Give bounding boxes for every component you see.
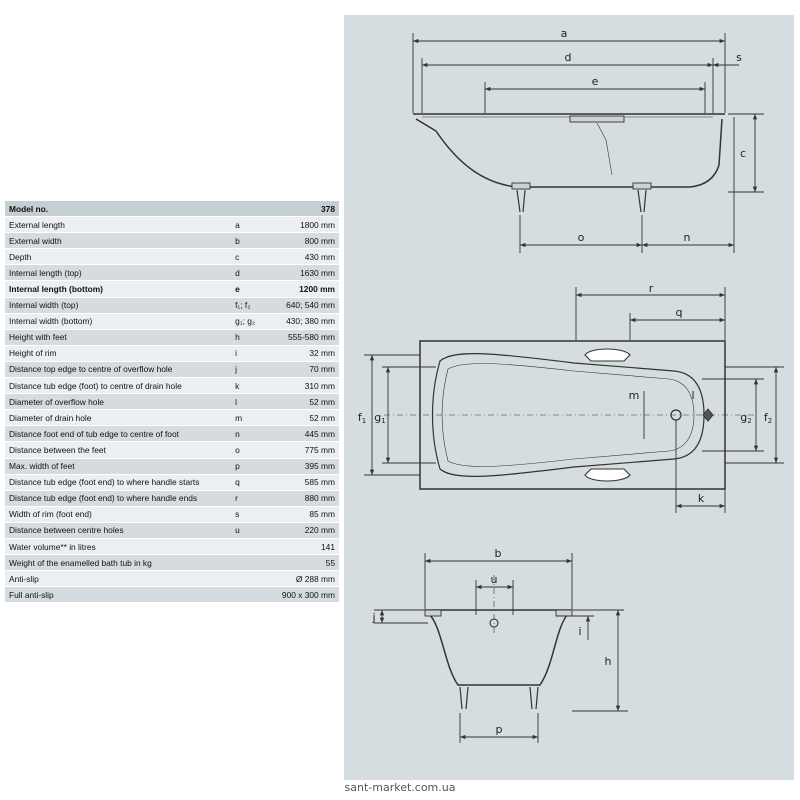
row-label: Internal width (top): [5, 297, 233, 313]
label-r: r: [648, 282, 654, 295]
label-a: a: [560, 27, 568, 40]
row-value: 430; 380 mm: [278, 313, 339, 329]
label-g1: g1: [374, 411, 386, 425]
row-label: Diameter of drain hole: [5, 410, 233, 426]
technical-drawings: [344, 15, 794, 780]
table-row: [5, 313, 339, 329]
row-value: 32 mm: [278, 345, 339, 361]
row-label: Distance tub edge (foot) to centre of drain hole: [5, 378, 233, 394]
row-label: Height of rim: [5, 345, 233, 361]
row-label: External width: [5, 233, 233, 249]
row-value: 1200 mm: [278, 281, 339, 297]
label-b: b: [494, 547, 502, 560]
row-label: Water volume** in litres: [5, 538, 233, 554]
row-value: 52 mm: [278, 394, 339, 410]
label-g2: g2: [740, 411, 752, 425]
row-value: 52 mm: [278, 410, 339, 426]
drawing-panel: [344, 15, 794, 780]
table-row: [5, 555, 339, 571]
row-symbol: s: [233, 506, 278, 522]
table-row: [5, 345, 339, 361]
table-row: [5, 394, 339, 410]
end-foot-left: [460, 687, 468, 709]
label-e: e: [591, 75, 599, 88]
table-row: [5, 506, 339, 522]
end-tub-outline: [425, 610, 572, 685]
row-label: Diameter of overflow hole: [5, 394, 233, 410]
table-row: [5, 538, 339, 554]
row-value: 880 mm: [278, 490, 339, 506]
label-s: s: [736, 51, 742, 64]
row-value: 585 mm: [278, 474, 339, 490]
row-value: 395 mm: [278, 458, 339, 474]
model-no-value: 378: [278, 201, 339, 217]
row-symbol: n: [233, 426, 278, 442]
row-symbol: r: [233, 490, 278, 506]
label-f1: f1: [357, 411, 367, 425]
table-row: [5, 458, 339, 474]
table-row: [5, 217, 339, 233]
model-no-label: Model no.: [5, 201, 278, 217]
row-symbol: c: [233, 249, 278, 265]
row-value: 800 mm: [278, 233, 339, 249]
row-symbol: i: [233, 345, 278, 361]
table-row: [5, 281, 339, 297]
side-foot-left: [517, 190, 525, 212]
table-row: [5, 474, 339, 490]
side-foot-right: [638, 190, 646, 212]
row-label: Distance between the feet: [5, 442, 233, 458]
label-q: q: [675, 306, 683, 319]
table-row: [5, 297, 339, 313]
row-symbol: d: [233, 265, 278, 281]
row-label: Internal width (bottom): [5, 313, 233, 329]
spec-table: [5, 201, 339, 603]
row-value: 640; 540 mm: [278, 297, 339, 313]
row-symbol: u: [233, 522, 278, 538]
row-label: Full anti-slip: [5, 587, 233, 603]
row-symbol: [233, 571, 278, 587]
table-row: [5, 490, 339, 506]
end-rim-right: [556, 610, 572, 616]
row-value: 430 mm: [278, 249, 339, 265]
watermark: sant-market.com.ua: [344, 781, 456, 794]
label-p: p: [495, 723, 503, 736]
label-j: j: [372, 611, 376, 624]
row-symbol: a: [233, 217, 278, 233]
label-i: i: [578, 625, 582, 638]
row-value: 70 mm: [278, 361, 339, 377]
table-row: [5, 329, 339, 345]
row-value: Ø 288 mm: [278, 571, 339, 587]
label-c: c: [739, 147, 747, 160]
row-value: 310 mm: [278, 378, 339, 394]
row-symbol: q: [233, 474, 278, 490]
row-symbol: g₁; g₂: [233, 313, 278, 329]
row-value: 555-580 mm: [278, 329, 339, 345]
table-row: [5, 571, 339, 587]
table-row: [5, 233, 339, 249]
table-row: [5, 522, 339, 538]
row-symbol: l: [233, 394, 278, 410]
side-headrest: [570, 116, 624, 122]
label-l: l: [691, 389, 695, 402]
side-tub-outline: [413, 114, 725, 187]
row-symbol: [233, 587, 278, 603]
row-value: 1800 mm: [278, 217, 339, 233]
row-symbol: f₁; f₂: [233, 297, 278, 313]
side-view-drawing: [413, 33, 764, 253]
row-label: Distance between centre holes: [5, 522, 233, 538]
table-row: [5, 410, 339, 426]
row-label: Distance tub edge (foot end) to where handle starts: [5, 474, 233, 490]
row-symbol: m: [233, 410, 278, 426]
row-value: 141: [278, 538, 339, 554]
table-row: [5, 587, 339, 603]
row-value: 775 mm: [278, 442, 339, 458]
row-value: 85 mm: [278, 506, 339, 522]
row-symbol: o: [233, 442, 278, 458]
table-row: [5, 249, 339, 265]
handle-top: [585, 349, 630, 361]
table-row: [5, 378, 339, 394]
row-label: Anti-slip: [5, 571, 233, 587]
row-symbol: k: [233, 378, 278, 394]
row-symbol: [233, 538, 278, 554]
row-symbol: b: [233, 233, 278, 249]
label-f2: f2: [763, 411, 773, 425]
table-row: [5, 442, 339, 458]
row-label: Depth: [5, 249, 233, 265]
table-row: [5, 265, 339, 281]
table-row: [5, 361, 339, 377]
label-u: u: [490, 573, 498, 586]
row-label: Distance foot end of tub edge to centre of foot: [5, 426, 233, 442]
row-label: Weight of the enamelled bath tub in kg: [5, 555, 233, 571]
row-label: Internal length (bottom): [5, 281, 233, 297]
top-view-drawing: [364, 287, 784, 513]
table-header-row: [5, 201, 339, 217]
row-value: 55: [278, 555, 339, 571]
row-value: 1630 mm: [278, 265, 339, 281]
row-label: External length: [5, 217, 233, 233]
row-label: Internal length (top): [5, 265, 233, 281]
row-value: 445 mm: [278, 426, 339, 442]
row-symbol: p: [233, 458, 278, 474]
row-symbol: [233, 555, 278, 571]
row-label: Distance top edge to centre of overflow hole: [5, 361, 233, 377]
row-label: Distance tub edge (foot end) to where handle ends: [5, 490, 233, 506]
label-d: d: [564, 51, 572, 64]
row-symbol: h: [233, 329, 278, 345]
label-m: m: [628, 389, 640, 402]
row-symbol: j: [233, 361, 278, 377]
row-label: Max. width of feet: [5, 458, 233, 474]
label-o: o: [577, 231, 585, 244]
label-k: k: [697, 492, 705, 505]
row-value: 220 mm: [278, 522, 339, 538]
end-view-drawing: [374, 553, 628, 743]
row-symbol: e: [233, 281, 278, 297]
label-h: h: [604, 655, 612, 668]
label-n: n: [683, 231, 691, 244]
end-foot-right: [530, 687, 538, 709]
end-rim-left: [425, 610, 441, 616]
row-label: Height with feet: [5, 329, 233, 345]
handle-bottom: [585, 469, 630, 481]
row-value: 900 x 300 mm: [278, 587, 339, 603]
table-row: [5, 426, 339, 442]
row-label: Width of rim (foot end): [5, 506, 233, 522]
